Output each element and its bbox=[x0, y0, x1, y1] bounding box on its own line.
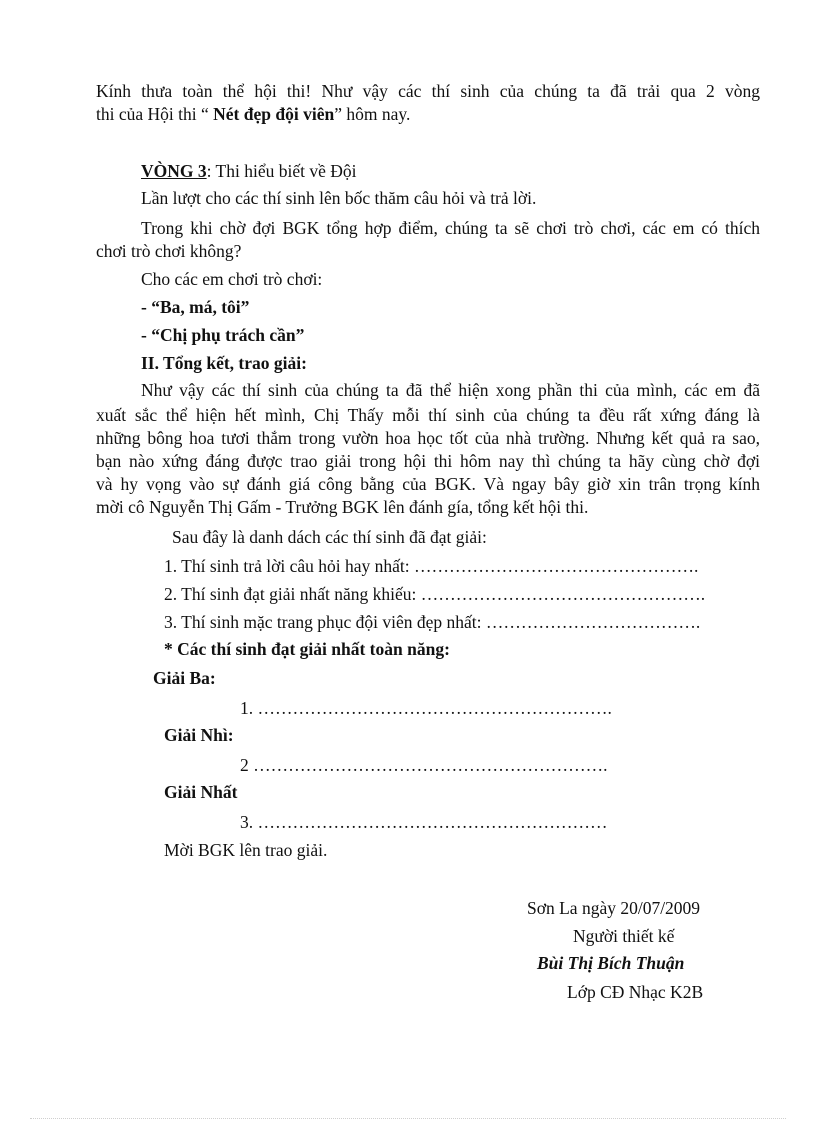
intro-line-2: thi của Hội thi “ Nét đẹp đội viên” hôm nay. bbox=[96, 104, 411, 124]
closing-line: Mời BGK lên trao giải. bbox=[164, 840, 328, 860]
intro-line-1: Kính thưa toàn thể hội thi! Như vậy các thí sinh của chúng ta đã trải qua 2 vòng bbox=[96, 81, 760, 101]
round3-heading: VÒNG 3: Thi hiểu biết về Đội bbox=[141, 161, 357, 181]
summary-para-line: và hy vọng vào sự đánh giá công bằng của BGK. Và ngay bây giờ xin trân trọng kính bbox=[96, 474, 760, 494]
waiting-line-2: chơi trò chơi không? bbox=[96, 241, 242, 261]
prize-second-label: Giải Nhì: bbox=[164, 725, 234, 745]
designer-name: Bùi Thị Bích Thuận bbox=[537, 953, 685, 973]
summary-para-line: Như vậy các thí sinh của chúng ta đã thể hiện xong phần thi của mình, các em đã bbox=[141, 380, 760, 400]
prize-third-line: 1. ……………………………………………………. bbox=[240, 698, 612, 718]
round3-draw-text: Lần lượt cho các thí sinh lên bốc thăm câu hỏi và trả lời. bbox=[141, 188, 537, 208]
game-item: - “Chị phụ trách cần” bbox=[141, 325, 305, 345]
award-item: 3. Thí sinh mặc trang phục đội viên đẹp nhất: ………………………………. bbox=[164, 612, 701, 632]
summary-para-last: mời cô Nguyễn Thị Gấm - Trưởng BGK lên đánh gía, tổng kết hội thi. bbox=[96, 497, 589, 517]
award-item: 1. Thí sinh trả lời câu hỏi hay nhất: …………………………………………. bbox=[164, 556, 699, 576]
summary-para-line: xuất sắc thể hiện hết mình, Chị Thấy mỗi thí sinh của chúng ta đều rất xứng đáng là bbox=[96, 405, 760, 425]
award-list-intro: Sau đây là danh dách các thí sinh đã đạt giải: bbox=[172, 527, 487, 547]
allround-heading: * Các thí sinh đạt giải nhất toàn năng: bbox=[164, 639, 450, 659]
designer-role: Người thiết kế bbox=[573, 926, 675, 946]
page-bottom-divider bbox=[30, 1118, 786, 1119]
contest-name: Nét đẹp đội viên bbox=[213, 104, 335, 124]
designer-class: Lớp CĐ Nhạc K2B bbox=[567, 982, 704, 1002]
place-date: Sơn La ngày 20/07/2009 bbox=[527, 898, 701, 918]
summary-para-line: những bông hoa tươi thắm trong vườn hoa học tốt của nhà trường. Nhưng kết quả ra sao, bbox=[96, 428, 760, 448]
games-intro: Cho các em chơi trò chơi: bbox=[141, 269, 323, 289]
waiting-line-1: Trong khi chờ đợi BGK tổng hợp điểm, chúng ta sẽ chơi trò chơi, các em có thích bbox=[141, 218, 760, 238]
award-item: 2. Thí sinh đạt giải nhất năng khiếu: …………………………………………. bbox=[164, 584, 706, 604]
prize-first-label: Giải Nhất bbox=[164, 782, 238, 802]
summary-heading: II. Tổng kết, trao giải: bbox=[141, 353, 307, 373]
prize-first-line: 3. …………………………………………………… bbox=[240, 812, 608, 832]
round3-label: VÒNG 3 bbox=[141, 161, 207, 181]
summary-para-line: bạn nào xứng đáng được trao giải trong hội thi hôm nay thì chúng ta hãy cùng chờ đợi bbox=[96, 451, 760, 471]
prize-second-line: 2 ……………………………………………………. bbox=[240, 755, 608, 775]
prize-third-label: Giải Ba: bbox=[153, 668, 216, 688]
game-item: - “Ba, má, tôi” bbox=[141, 297, 250, 317]
